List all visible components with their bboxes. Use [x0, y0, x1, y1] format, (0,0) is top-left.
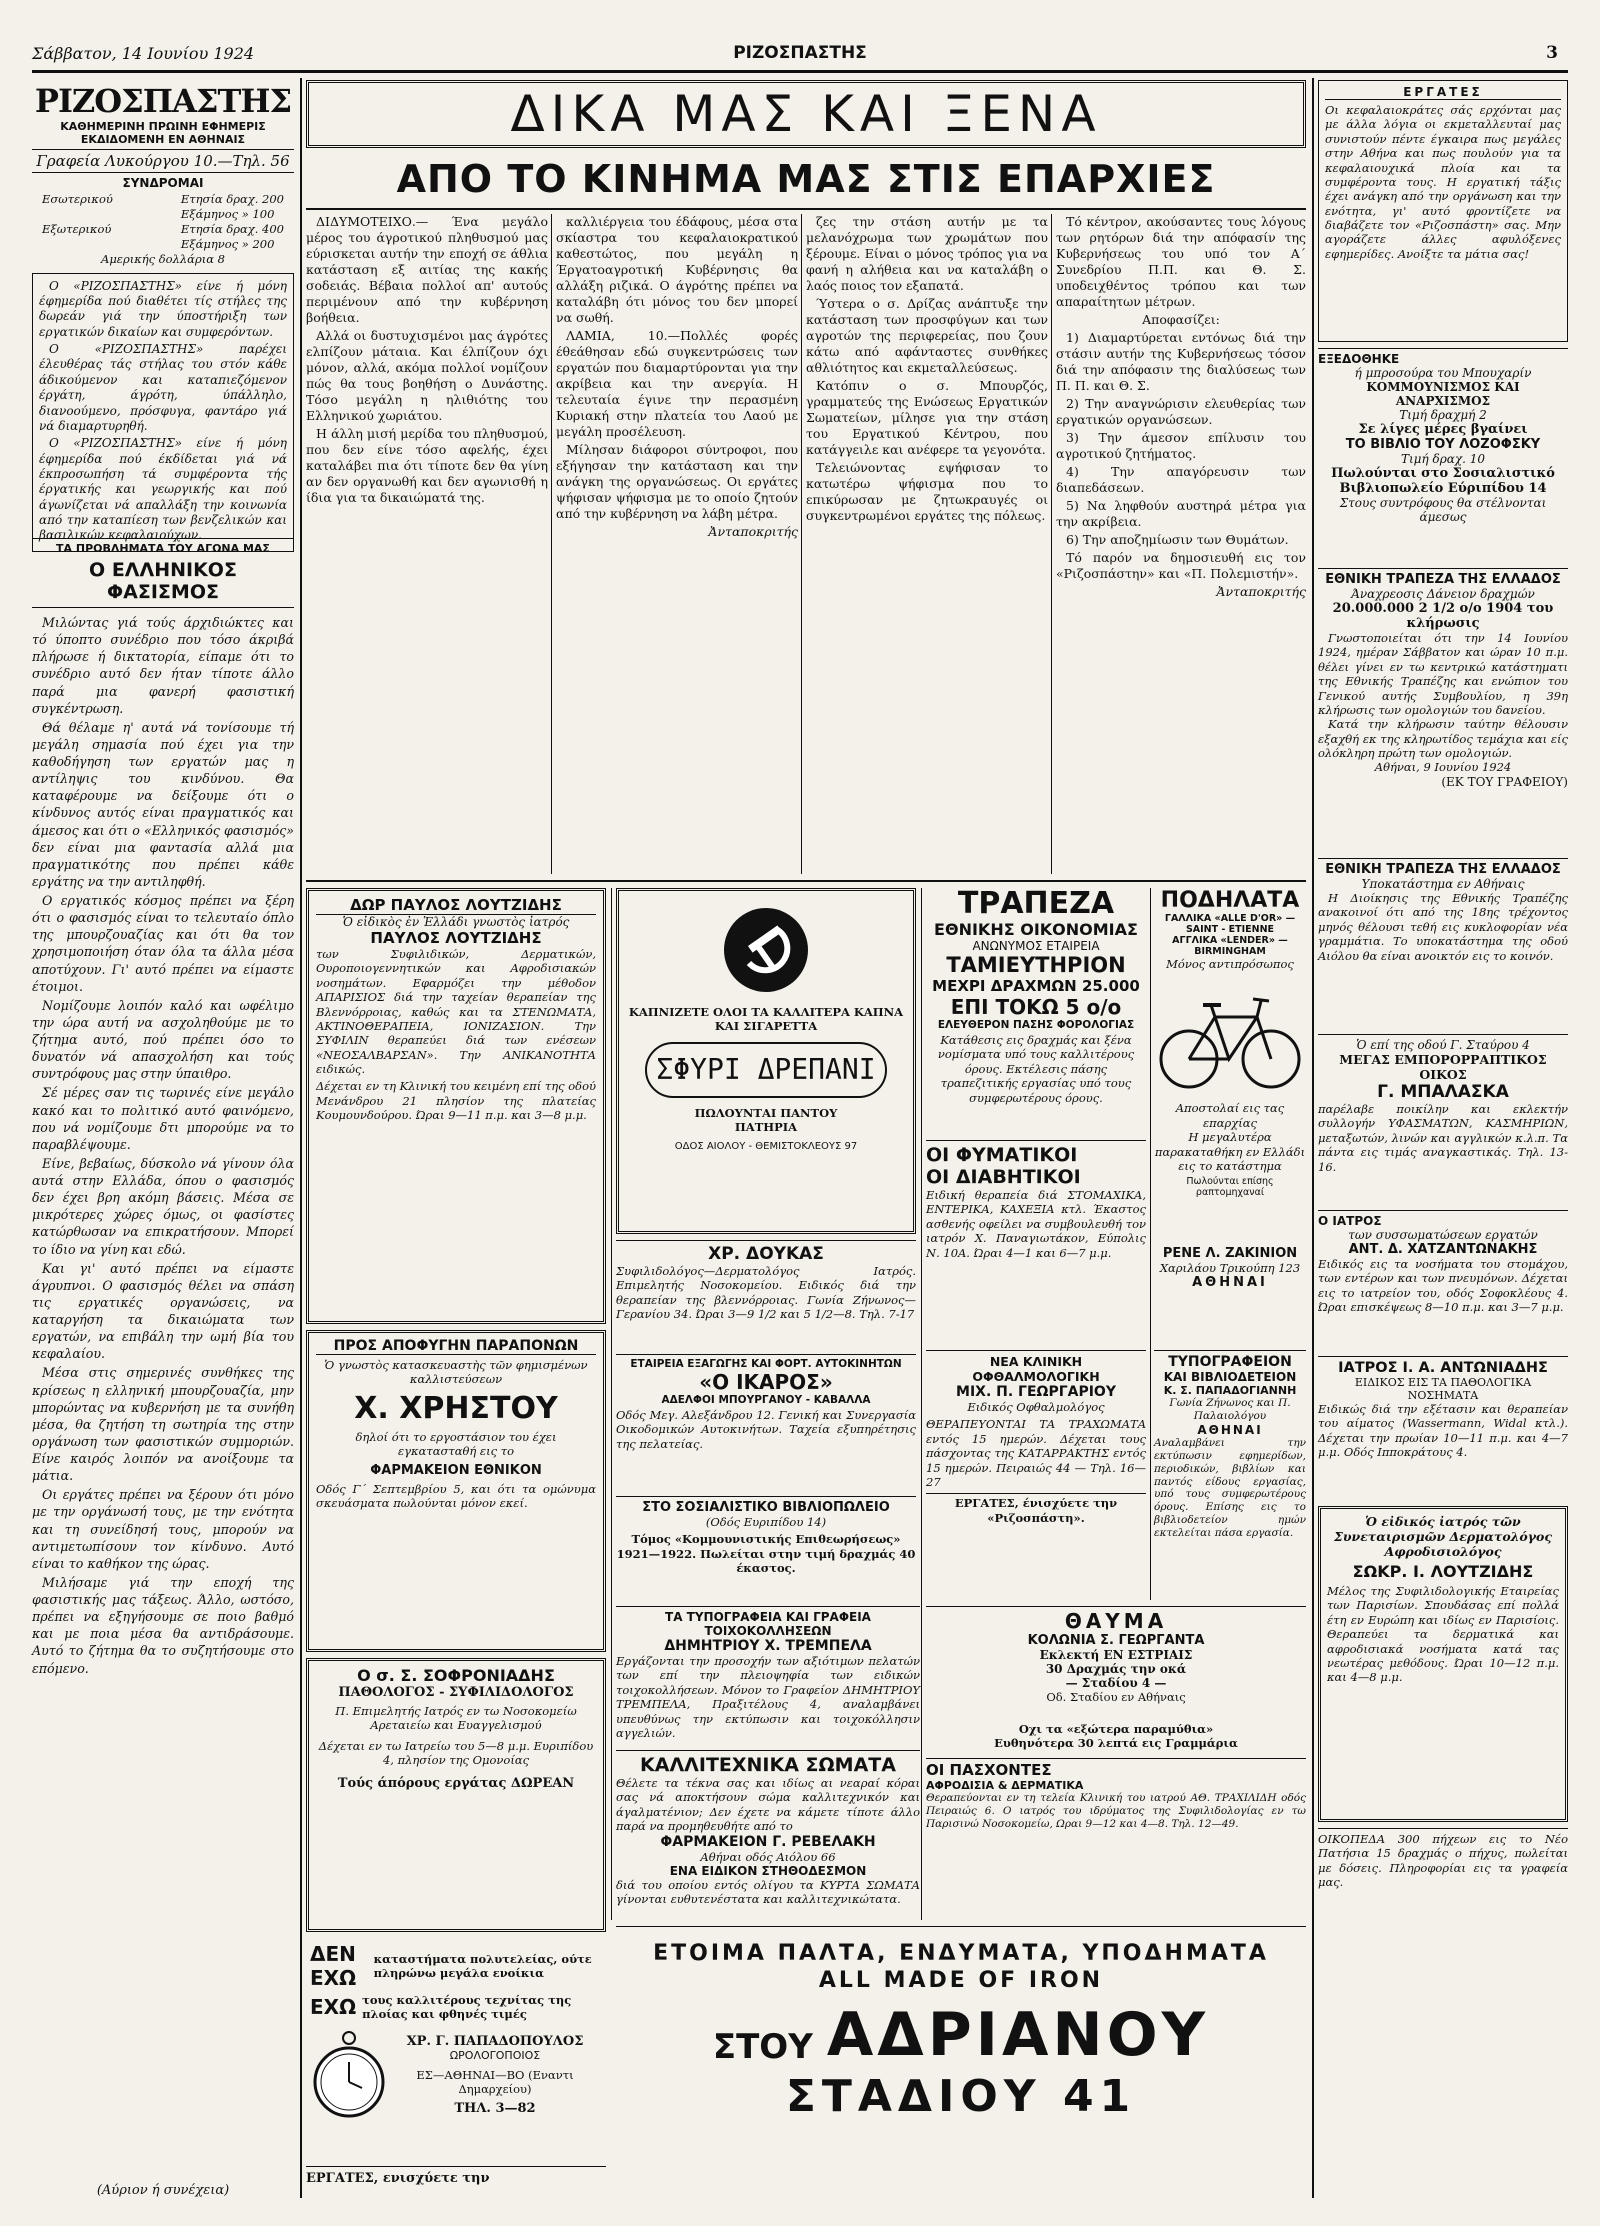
- papadopoulos-details: ΧΡ. Γ. ΠΑΠΑΔΟΠΟΥΛΟΣ ΩΡΟΛΟΓΟΠΟΙΟΣ ΕΣ—ΑΘΗΝΑΙ—ΒΟ (Εναντι Δημαρχείου) ΤΗΛ. 3—82: [388, 2028, 602, 2124]
- ad-christou: ΠΡΟΣ ΑΠΟΦΥΓΗΝ ΠΑΡΑΠΟΝΩΝ Ὁ γνωστὸς κατασκευαστὴς τῶν φημισμένων καλλιστεύσεων Χ. ΧΡΗΣΤΟΥ δηλοί ότι το εργοστάσιον του έχει εγκατασταθή εις το ΦΑΡΜΑΚΕΙΟΝ ΕΘΝΙΚΟΝ Οδός Γ΄ Σεπτεμβρίου 5, και ότι τα ομώνυμα σκευάσματα πωλούνται μόνον εκεί.: [306, 1330, 606, 1652]
- bicycle-dealer-name: ΡΕΝΕ Λ. ΖΑΚΙΝΙΟΝ: [1162, 1246, 1298, 1261]
- loutzidis-name: ΠΑΥΛΟΣ ΛΟΥΤΖΙΔΗΣ: [370, 929, 542, 947]
- masthead-title: ΡΙΖΟΣΠΑΣΤΗΣ: [34, 82, 292, 120]
- adrianou-name-row: ΣΤΟΥ ΑΔΡΙΑΝΟΥ: [712, 2000, 1210, 2070]
- bodies-right-cont: [926, 1850, 1306, 1920]
- headline-rule: [306, 208, 1306, 210]
- ballaskas-name: Γ. ΜΠΑΛΑΣΚΑ: [1377, 1082, 1509, 1102]
- sofroniadis-name: Ο σ. Σ. ΣΟΦΡΟΝΙΑΔΗΣ: [357, 1666, 555, 1685]
- book-kicker: ΕΞΕΔΟΘΗΚΕ: [1318, 352, 1400, 366]
- col-rule-1: [551, 214, 552, 874]
- ad-sofroniadis: Ο σ. Σ. ΣΟΦΡΟΝΙΑΔΗΣ ΠΑΘΟΛΟΓΟΣ - ΣΥΦΙΛΙΔΟΛΟΓΟΣ Π. Επιμελητής Ιατρός εν τω Νοσοκομείω Αρεταιείω και Ευαγγελισμού Δέχεται εν τω Ιατρείω του 5—8 μ.μ. Ευριπίδου 4, πλησίον της Ομονοίας Τούς άπόρους εργάτας ΔΩΡΕΑΝ: [306, 1658, 606, 1932]
- article-col-1: ΔΙΔΥΜΟΤΕΙΧΟ.— Ένα μεγάλο μέρος του άγροτικού πληθυσμού μας εύρισκεται αυτήν την εποχή σε άθλια κατάσταση εξ αιτίας της κακής σοδειάς. Βέβαια πολλοί απ' αυτούς περιμένουν από την κυβέρνηση βοήθεια. Αλλά οι δυστυχισμένοι μας άγρότες ελπίζουν μάταια. Και έλπίζουν όχι μόνον, αλλά, ακόμα πολλοί νομίζουν πώς θα τους βοηθήση ο Δυνάστης. Τόσο μεγάλη η ηλιθιότης του Ελληνικού χωριάτου. Η άλλη μισή μερίδα του πληθυσμού, που δεν είνε τόσο αφελής, έχει καταλάβει πια ότι τίποτε δεν θα γίνη αν δεν οργανωθή και δεν αγωνισθή η ίδια για τα δικαιώματά της.: [306, 214, 548, 505]
- ad-bank-savings: ΤΡΑΠΕΖΑ ΕΘΝΙΚΗΣ ΟΙΚΟΝΟΜΙΑΣ ΑΝΩΝΥΜΟΣ ΕΤΑΙΡΕΙΑ ΤΑΜΙΕΥΤΗΡΙΟΝ ΜΕΧΡΙ ΔΡΑΧΜΩΝ 25.000 ΕΠΙ ΤΟΚΩ 5 ο/ο ΕΛΕΥΘΕΡΟΝ ΠΑΣΗΣ ΦΟΡΟΛΟΓΙΑΣ Κατάθεσις εις δραχμάς και ξένα νομίσματα υπό τους καλλιτέρους όρους. Εκτέλεσις πάσης τραπεζιτικής εργασίας υπό τους συμφερωτέρους όρους.: [932, 886, 1140, 1105]
- doctor3-name: ΣΩΚΡ. Ι. ΛΟΥΤΖΙΔΗΣ: [1352, 1562, 1534, 1581]
- fascism-title: Ο ΕΛΛΗΝΙΚΟΣ ΦΑΣΙΣΜΟΣ: [32, 559, 294, 608]
- bicycle-icon: [1157, 977, 1303, 1097]
- fascism-kicker: ΤΑ ΠΡΟΒΛΗΜΑΤΑ ΤΟΥ ΑΓΩΝΑ ΜΑΣ: [32, 538, 294, 555]
- book-title-2: ΤΟ ΒΙΒΛΙΟ ΤΟΥ ΛΟΖΟΦΣΚΥ: [1345, 437, 1541, 452]
- fascism-body: Μιλώντας γιά τούς άρχιδιώκτες και τό ύποπτο συνέδριο που τόσο άκριβά πλήρωσε ή δικτατορία, είπαμε ότι το συνέδριο αυτό δεν ήταν τίποτε άλλο παρά μια φανερή φασιστική συγκέντρωση. Θά θέλαμε η' αυτά νά τονίσουμε τή μεγάλη σημασία πού έχει για την καθοδήγηση των εργατών μας η αντίληψις του κινδύνου. Θα καταφέρουμε να δείξουμε ότι ο κίνδυνος αυτός είναι πραγματικός και άμεσος και ότι ο «Ελληνικός φασισμός» δεν είναι μια φαντασία αλλά μια πραγματικότης που πρέπει κάθε εργάτης να την αντιληφθή. Ο εργατικός κόσμος πρέπει να ξέρη ότι ο φασισμός είναι το τελευταίο όπλο της μπουρζουαζίας και ότι θα τον χρησιμοποιήση όταν όλα τα άλλα μέσα αποτύχουν. Γι' αυτό πρέπει να είμαστε έτοιμοι. Νομίζουμε λοιπόν καλό και ωφέλιμο την ώρα αυτή να ασχοληθούμε με το ζήτημα αυτό, πού πρέπει όσο το δυνατόν νά απασχολήση και τούς συντρόφους μας στην ύπαιθρο. Σέ μέρες σαν τις τωρινές είνε μεγάλο κακό και το πολιτικό αυτό φαινόμενο, που νά νομίζουμε δτι μπορούμε να το παραβλέψουμε. Είνε, βεβαίως, δύσκολο νά γίνουν όλα αυτά στην Ελλάδα, όπου ο φασισμός δεν έχει βρη ακόμη βάσεις. Μέσα σε μικρότερες χώρες όμως, οι φασίστες κατώρθωσαν να επικρατήσουν. Μπορεί το ίδιο να γίνη και εδώ. Και γι' αυτό πρέπει να είμαστε άγρυπνοι. Ο φασισμός θέλει να σπάση τις εργατικές οργανώσεις, να καταργήση τα δικαιώματα των εργατών, να επιβάλη την ωμή βία του κεφαλαίου. Μέσα στις σημερινές συνθήκες της κρίσεως η ελληνική μπουρζουαζία, μην μπορώντας να κυβερνήση με τα συνήθη μέσα, θα ζητήση τη σωτηρία της στην οργάνωση των φασιστικών συμμοριών. Είνε καιρός λοιπόν να ανοίξουμε τα μάτια. Οι εργάτες πρέπει να ξέρουν ότι μόνο με την οργάνωσή τους, με την ενότητα και τη συνείδησή τους, μπορούν να αντιμετωπίσουν τον κίνδυνο. Αυτό είναι το καθήκον της ώρας. Μιλήσαμε γιά την εποχή της φασιστικής μας τάξεως. Άλλο, ωστόσο, πρέπει να εξηγήσουμε σε ποιο βαθμό και με ποια μέσα θα αντιδράσουμε. Αυτό το ζήτημα θα το συζητήσουμε στο επόμενο.: [32, 615, 294, 1676]
- plots-ad: ΟΙΚΟΠΕΔΑ 300 πήχεων εις το Νέο Πατήσια 15 δραχμάς ο πήχυς, πωλείται με δόσεις. Πληροφορίαι εις τα γραφεία μας.: [1318, 1828, 1568, 2198]
- ad-tuberculosis: ΟΙ ΦΥΜΑΤΙΚΟΙ ΟΙ ΔΙΑΒΗΤΙΚΟΙ Ειδική θεραπεία διά ΣΤΟΜΑΧΙΚΑ, ΕΝΤΕΡΙΚΑ, ΚΑΧΕΞΙΑ κτλ. Έκαστος ασθενής οφείλει να συμβουλευθή τον ιατρόν Χ. Παναγιωτάκον, Εύπολις Ν. 10Α. Ώραι 4—1 και 6—7 μ.μ.: [926, 1140, 1146, 1344]
- trempela-name: ΔΗΜΗΤΡΙΟΥ Χ. ΤΡΕΜΠΕΛΑ: [664, 1638, 872, 1654]
- ad-printing: ΤΥΠΟΓΡΑΦΕΙΟΝ ΚΑΙ ΒΙΒΛΙΟΔΕΤΕΙΟΝ Κ. Σ. ΠΑΠΑΔΟΓΙΑΝΝΗ Γωνία Ζήνωνος και Π. Παλαιολόγου ΑΘΗΝΑΙ Αναλαμβάνει την εκτύπωσιν εφημερίδων, περιοδικών, βιβλίων και παντός είδους εργασίας, υπό τους συμφερωτέρους όρους. Επίσης εις το βιβλιοδετείον ημών εκτελείται πάσα εργασία.: [1154, 1350, 1306, 1600]
- dont-have-row: ΔΕΝ ΕΧΩ καταστήματα πολυτελείας, ούτε πληρώνω μεγάλα ενοίκια: [310, 1942, 592, 1990]
- ad-cologne: ΘΑΥΜΑ ΚΟΛΩΝΙΑ Σ. ΓΕΩΡΓΑΝΤΑ Εκλεκτή ΕΝ ΕΣΤΡΙΑΙΣ 30 Δραχμάς την οκά — Σταδίου 4 — Οδ. Σταδίου εν Αθήναις: [926, 1606, 1306, 1722]
- bank-notice-1: ΕΘΝΙΚΗ ΤΡΑΠΕΖΑ ΤΗΣ ΕΛΛΑΔΟΣ Άναχρεοσις Δάνειον δραχμών 20.000.000 2 1/2 ο/ο 1904 του κλήρωσις Γνωστοποιείται ότι την 14 Ιουνίου 1924, ημέραν Σάββατον και ώραν 10 π.μ. θέλει γίνει εν τω κεντρικώ κατάστηματι της Εθνικής Τραπέζης και ενώπιον του Γενικού αυτής Συμβουλίου, η 39η κλήρωσις των ομολογιών του δανείου. Κατά την κλήρωσιν ταύτην θέλουσιν εξαχθή εκ της κληρωτίδος τεμάχια και είς ολόκληρη πρώτη των ομολογιών. Αθήναι, 9 Ιουνίου 1924 (ΕΚ ΤΟΥ ΓΡΑΦΕΙΟΥ): [1318, 568, 1568, 852]
- bank1-title: ΕΘΝΙΚΗ ΤΡΑΠΕΖΑ ΤΗΣ ΕΛΛΑΔΟΣ: [1325, 572, 1561, 587]
- bicycle-dealer: ΡΕΝΕ Λ. ΖΑΚΙΝΙΟΝ Χαριλάου Τρικούπη 123 ΑΘΗΝΑΙ: [1154, 1246, 1306, 1344]
- subscriptions: [32, 190, 294, 269]
- article-col-4: Τό κέντρον, ακούσαντες τους λόγους των ρητόρων διά την απόφασίν της Κυβερνήσεως του υπό τον Α΄ Συνεδρίου Π.Π. και Θ. Σ. υποδειχθέντος τρόπου και των απαραίτητων μέτρων. Αποφασίζει: 1) Διαμαρτύρεται εντόνως διά την στάσιν αυτήν της Κυβερνήσεως τόσον διά την απόφασιν της διαλύσεως των Π. Π. και Θ. Σ. 2) Την αναγνώρισιν ελευθερίας των εργατικών οργανώσεων. 3) Την άμεσον επίλυσιν του αγροτικού ζητήματος. 4) Την απαγόρευσιν των διαπεδάσεων. 5) Να ληφθούν αυστηρά μέτρα για την ακρίβεια. 6) Την αποζημίωσιν των Θυμάτων. Τό παρόν να δημοσιευθή εις τον «Ριζοσπάστην» και «Π. Πολεμιστήν». Ἀνταποκριτής: [1056, 214, 1306, 599]
- subs-foreign: Εξωτερικού Ετησία δραχ. 400 Εξάμηνος » 200: [42, 221, 284, 251]
- pocket-watch-icon: [310, 2028, 388, 2124]
- doctor-ad-1: Ο ΙΑΤΡΟΣ των συσσωματώσεων εργατών ΑΝΤ. Δ. ΧΑΤΖΑΝΤΩΝΑΚΗΣ Ειδικός εις τα νοσήματα του στομάχου, των εντέρων και των πνευμόνων. Δέχεται εις το ιατρείον του, οδός Σοφοκλέους 4. Ώραι επισκέψεως 8—10 π.μ. και 3—7 μ.μ.: [1318, 1210, 1568, 1350]
- doctor-ad-2: ΙΑΤΡΟΣ Ι. Α. ΑΝΤΩΝΙΑΔΗΣ ΕΙΔΙΚΟΣ ΕΙΣ ΤΑ ΠΑΘΟΛΟΓΙΚΑ ΝΟΣΗΜΑΤΑ Ειδικώς διά την εξέτασιν και θεραπείαν του αίματος (Wassermann, Widal κτλ.). Δέχεται την πρωίαν 10—11 π.μ. και 4—7 μ.μ. Οδός Ιπποκράτους 4.: [1318, 1356, 1568, 1500]
- mission-p1: Ο «ΡΙΖΟΣΠΑΣΤΗΣ» είνε ή μόνη έφημερίδα πού διαθέτει τίς στήλες της δωρεάν γιά την ύποστήριξη των εργατικών δικαίων και συμφερόντων.: [39, 278, 287, 339]
- ad-bicycles: ΠΟΔΗΛΑΤΑ ΓΑΛΛΙΚΑ «ALLE D'OR» — SAINT - ETIENNE ΑΓΓΛΙΚΑ «LENDER» — BIRMINGHAM Μόνος αντιπρόσωπος Αποστολαί εις τας επαρχίας Η μεγαλυτέρα παρακαταθήκη εν Ελλάδι εις το κατάστημα Πωλούνται επίσης ραπτομηχαναί: [1154, 888, 1306, 1199]
- ad-bookshop: ΣΤΟ ΣΟΣΙΑΛΙΣΤΙΚΟ ΒΙΒΛΙΟΠΩΛΕΙΟ (Οδός Ευριπίδου 14) Τόμος «Κομμουνιστικής Επιθεωρήσεως» 1921—1922. Πωλείται στην τιμή δραχμάς 40 έκαστος.: [616, 1496, 916, 1600]
- mid-rule-a: [611, 888, 612, 1920]
- page-number: 3: [1546, 43, 1558, 63]
- mission-p2: Ο «ΡΙΖΟΣΠΑΣΤΗΣ» παρέχει έλευθέρας τάς στήλας του στόν κάθε άδικούμενον και καταπιεζόμενον έργάτη, άγρότη, ύπάλληλο, διανοούμενο, πρόσφυγα, φαντάρο γιά νά διαμαρτυρηθή.: [39, 342, 287, 433]
- section-title: ΔΙΚΑ ΜΑΣ ΚΑΙ ΞΕΝΑ: [510, 85, 1102, 143]
- article-col-3: ζες την στάση αυτήν με τα μελανόχρωμα των χρωμάτων που ξέρουμε. Είναι ο μόνος τρόπος για να φανή η αλήθεια και να καταλάβη ο λαός ποιος τον εξαπατά. Ύστερα ο σ. Δρίζας ανάπτυξε την κατάσταση των προσφύγων και των αγροτών της περιφερείας, που ζουν κάτω από αφάνταστες συνθήκες αθλιότητος και εκμεταλλεύσεως. Κατόπιν ο σ. Μπουρζός, γραμματεύς της Ενώσεως Εργατικών Σωματείων, μίλησε για την στάση του Εργατικού Κέντρου, που κατάγγειλε και ανέφερε τα γεγονότα. Τελειώνοντας εψήφισαν το κατωτέρω ψήφισμα που το επικύρωσαν με ζητωκραυγές οι συγκεντρωμένοι εργάτες της πόλεως.: [806, 214, 1048, 523]
- ad-cigarettes: ΚΑΠΝΙΖΕΤΕ ΟΛΟΙ ΤΑ ΚΑΛΛΙΤΕΡΑ ΚΑΠΝΑ ΚΑΙ ΣΙΓΑΡΕΤΤΑ ΣΦΥΡΙ ΔΡΕΠΑΝΙ ΠΩΛΟΥΝΤΑΙ ΠΑΝΤΟΥ ΠΑΤΗΡΙΑ ΟΔΟΣ ΑΙΟΛΟΥ - ΘΕΜΙΣΤΟΚΛΕΟΥΣ 97: [616, 888, 916, 1234]
- col-rule-3: [1051, 214, 1052, 874]
- col-divider-left: [300, 78, 302, 2198]
- ad-bodies: ΚΑΛΛΙΤΕΧΝΙΚΑ ΣΩΜΑΤΑ Θέλετε τα τέκνα σας και ιδίως αι νεαραί κόραι σας νά αποκτήσουν σώμα καλλιτεχνικόν και άγαλματένιον; Δεν έχετε να κάμετε τίποτε άλλο παρά να προμηθευθήτε από το ΦΑΡΜΑΚΕΙΟΝ Γ. ΡΕΒΕΛΑΚΗ Αθήναι οδός Αιόλου 66 ΕΝΑ ΕΙΔΙΚΟΝ ΣΤΗΘΟΔΕΣΜΟΝ διά του οποίου εντός ολίγου τα ΚΥΡΤΑ ΣΩΜΑΤΑ γίνονται ευθυτενέστατα και καλλιτεχνικώτατα.: [616, 1750, 920, 1920]
- ballaskas-ad: Ὁ επί της οδού Γ. Σταύρου 4 ΜΕΓΑΣ ΕΜΠΟΡΟΡΡΑΠΤΙΚΟΣ ΟΙΚΟΣ Γ. ΜΠΑΛΑΣΚΑ παρέλαβε ποικίλην και εκλεκτήν συλλογήν ΥΦΑΣΜΑΤΩΝ, ΚΑΣΜΗΡΙΩΝ, μεταξωτών, λινών και αγγλικών κ.λ.π. Τα πάντα εις τιμάς αναγκαστικάς. Τηλ. 13-16.: [1318, 1034, 1568, 1204]
- section-banner: [306, 80, 1306, 148]
- bank-notice-2: ΕΘΝΙΚΗ ΤΡΑΠΕΖΑ ΤΗΣ ΕΛΛΑΔΟΣ Υποκατάστημα εν Αθήναις Η Διοίκησις της Εθνικής Τραπέζης ανακοινοί ότι από της 18ης τρέχοντος μηνός θέλουσι τεθή εις κυκλοφορίαν νέα γραμμάτια. Το υποκατάστημα της οδού Αιόλου θα είναι ανοικτόν εις το κοινόν.: [1318, 858, 1568, 1028]
- headline: ΑΠΟ ΤΟ ΚΙΝΗΜΑ ΜΑΣ ΣΤΙΣ ΕΠΑΡΧΙΕΣ: [396, 157, 1216, 201]
- cig-brand: ΣΦΥΡΙ ΔΡΕΠΑΝΙ: [645, 1042, 887, 1098]
- fascism-continued: (Αύριον ή συνέχεια): [96, 2183, 230, 2198]
- masthead-sub2: ΕΚΔΙΔΟΜΕΝΗ ΕΝ ΑΘΗΝΑΙΣ: [80, 133, 246, 146]
- doukas-name: ΧΡ. ΔΟΥΚΑΣ: [708, 1244, 824, 1264]
- mid-rule-c: [1150, 888, 1151, 1600]
- have-row: ΕΧΩ τους καλλιτέρους τεχνίτας της πλοίας και φθηνές τιμές: [310, 1993, 572, 2022]
- watch-row: [310, 2028, 602, 2124]
- mission-box: [32, 273, 294, 552]
- papadopoulos-name: ΧΡ. Γ. ΠΑΠΑΔΟΠΟΥΛΟΣ: [406, 2033, 584, 2049]
- workers-title: ΕΡΓΑΤΕΣ: [1325, 85, 1561, 100]
- mid-rule-b: [921, 888, 922, 1920]
- workers-box: [1318, 80, 1568, 342]
- ad-dermatology: ΟΙ ΠΑΣΧΟΝΤΕΣ ΑΦΡΟΔΙΣΙΑ & ΔΕΡΜΑΤΙΚΑ Θεραπεύονται εν τη τελεία Κλινική του ιατρού ΑΘ. ΤΡΑΧΙΛΙΔΗ οδός Πειραιώς 6. Ο ιατρός του ιδρύματος της Συφιλιδολογίας εν τω Παρισινώ Νοσοκομείω, Ωραι 9—12 και 4—8. Τηλ. 12—49.: [926, 1758, 1306, 1844]
- bank2-title: ΕΘΝΙΚΗ ΤΡΑΠΕΖΑ ΤΗΣ ΕΛΛΑΔΟΣ: [1325, 862, 1561, 877]
- ad-adrianou: ΕΤΟΙΜΑ ΠΑΛΤΑ, ΕΝΔΥΜΑΤΑ, ΥΠΟΔΗΜΑΤΑ ALL MADE OF IRON ΣΤΟΥ ΑΔΡΙΑΝΟΥ ΣΤΑΔΙΟΥ 41: [616, 1926, 1306, 2198]
- running-title: ΡΙΖΟΣΠΑΣΤΗΣ: [733, 43, 867, 63]
- subscriptions-title: ΣΥΝΔΡΟΜΑΙ: [122, 176, 204, 190]
- book-ad: ΕΞΕΔΟΘΗΚΕ ή μπροσούρα του Μπουχαρίν ΚΟΜΜΟΥΝΙΣΜΟΣ ΚΑΙ ΑΝΑΡΧΙΣΜΟΣ Τιμή δραχμή 2 Σε λίγες μέρες βγαίνει ΤΟ ΒΙΒΛΙΟ ΤΟΥ ΛΟΖΟΦΣΚΥ Τιμή δραχ. 10 Πωλούνται στο Σοσιαλιστικό Βιβλιοπωλείο Εύριπίδου 14 Στους συντρόφους θα στέλνονται άμεσως: [1318, 348, 1568, 562]
- ad-papadopoulos: [306, 1938, 606, 2160]
- ad-workers-2: ΕΡΓΑΤΕΣ, ενισχύετε την: [306, 2166, 606, 2196]
- issue-date: Σάββατον, 14 Ιουνίου 1924: [32, 44, 255, 63]
- article-col-2: καλλιέργεια του έδάφους, μέσα στα σκίαστρα του κεφαλαιοκρατικού καθεστώτος, που μεγάλη η Έργατοαγροτική Κυβέρνησις θα αλλάξη ριζικά. Ο άγρότης πρέπει να καταλάβη ότι μόνος του δεν μπορεί να σωθή. ΛΑΜΙΑ, 10.—Πολλές φορές έθεάθησαν εδώ συγκεντρώσεις των εργατών που διαμαρτύρονται για την ακρίβεια και την ανεργία. Η τελευταία έγινε την περασμένη Κυριακή στην πλατεία του Λαού με μεγάλη προσέλευση. Μίλησαν διάφοροι σύντροφοι, που εξήγησαν την κατάσταση και την ανάγκη της οργανώσεως. Οι εργάτες ψήφισαν ψήφισμα με το οποίο ζητούν από την κυβέρνηση να λάβη μέτρα. Ἀνταποκριτής: [556, 214, 798, 539]
- hammer-sickle-icon: [721, 905, 811, 995]
- doctor1-name: ΑΝΤ. Δ. ΧΑΤΖΑΝΤΩΝΑΚΗΣ: [1348, 1242, 1538, 1257]
- printer-name: Κ. Σ. ΠΑΠΑΔΟΓΙΑΝΝΗ: [1163, 1384, 1297, 1397]
- doctor-ad-3: Ὁ εἰδικός ἰατρός τῶν Συνεταιρισμῶν Δερματολόγος Αφροδισιολόγος ΣΩΚΡ. Ι. ΛΟΥΤΖΙΔΗΣ Μέλος της Συφιλιδολογικής Εταιρείας των Παρισίων. Σπουδάσας επί πολλά έτη εν Ευρώπη και ιδίως εν Παρισίοις. Θεραπεύει τα δερματικά και αφροδισιακά νοσήματα κατά τας νεωτέρας μεθόδους. Ώραι 10—12 π.μ. και 4—8 μ.μ.: [1318, 1506, 1568, 1822]
- masthead: [32, 82, 294, 543]
- ad-trempela: ΤΑ ΤΥΠΟΓΡΑΦΕΙΑ ΚΑΙ ΓΡΑΦΕΙΑ ΤΟΙΧΟΚΟΛΛΗΣΕΩΝ ΔΗΜΗΤΡΙΟΥ Χ. ΤΡΕΜΠΕΛΑ Εργάζονται την προσοχήν των αξιότιμων πελατών των επί την πλειοψηφία των ειδικών τοιχοκολλήσεων. Μόνον το Γραφείον ΔΗΜΗΤΡΙΟΥ ΤΡΕΜΠΕΛΑ, Πραξιτέλους 4, αναλαμβάνει υπευθύνως την εκτύπωσιν και τοιχοκόλλησιν αγγελιών.: [616, 1606, 920, 1744]
- col-rule-2: [801, 214, 802, 874]
- masthead-address: Γραφεία Λυκούργου 10.—Τηλ. 56: [32, 149, 294, 173]
- ad-doukas: ΧΡ. ΔΟΥΚΑΣ Συφιλιδολόγος—Δερματολόγος Ιατρός. Επιμελητής Νοσοκομείου. Ειδικός διά την θεραπείαν της βλεννόρροιας. Γωνία Ζήνωνος—Γερανίου 34. Ώραι 3—9 1/2 και 5 1/2—8. Τηλ. 7-17: [616, 1240, 916, 1348]
- masthead-sub1: ΚΑΘΗΜΕΡΙΝΗ ΠΡΩΙΝΗ ΕΦΗΜΕΡΙΣ: [60, 120, 266, 133]
- fascism-article: [32, 538, 294, 2198]
- subs-america: Αμερικής δολλάρια 8: [101, 251, 225, 266]
- eye-doctor-name: ΜΙΧ. Π. ΓΕΩΡΓΑΡΙΟΥ: [956, 1384, 1116, 1400]
- doctor2-name: ΙΑΤΡΟΣ Ι. Α. ΑΝΤΩΝΙΑΔΗΣ: [1338, 1360, 1548, 1376]
- ikaros-name: «Ο ΙΚΑΡΟΣ»: [699, 1370, 833, 1394]
- ad-eye-clinic: ΝΕΑ ΚΛΙΝΙΚΗ ΟΦΘΑΛΜΟΛΟΓΙΚΗ ΜΙΧ. Π. ΓΕΩΡΓΑΡΙΟΥ Ειδικός Οφθαλμολόγος ΘΕΡΑΠΕΥΟΝΤΑΙ ΤΑ ΤΡΑΧΩΜΑΤΑ εντός 15 ημερών. Δέχεται τους πάσχοντας της ΚΑΤΑΡΡΑΚΤΗΣ εντός 15 ημερών. Πειραιώς 44 — Τηλ. 16—27 ΕΡΓΑΤΕΣ, ένισχύετε την «Ριζοσπάστη».: [926, 1350, 1146, 1600]
- top-header: [32, 40, 1568, 68]
- col-divider-right: [1312, 78, 1314, 2198]
- christou-name: Χ. ΧΡΗΣΤΟΥ: [354, 1390, 558, 1426]
- subs-domestic: Εσωτερικού Ετησία δραχ. 200 Εξάμηνος » 100: [42, 192, 284, 221]
- workers-text: Οι κεφαλαιοκράτες σάς ερχόνται μας με άλλα λόγια οι εκμεταλλευταί μας συνιστούν πέντε έγκαιρα πως μεγάλες στην Αθήνα και πως πουλούν για τα κεφαλαιουχικά πλοία και τα συμφέροντα τους. Η εργατική τάξις έχει ανάγκη από την οργάνωση και την ενότητα, γι' αυτό φροντίζετε να διαβάζετε τον «Ριζοσπάστη» σας. Μην αγοράζετε άλλες αφυλόξενες εφημερίδες. Ανοίξτε τα μάτια σας!: [1325, 103, 1561, 261]
- ad-loutzidis: ΔΩΡ ΠΑΥΛΟΣ ΛΟΥΤΖΙΔΗΣ Ὁ εἰδικὸς ἐν Ἑλλάδι γνωστὸς ἰατρός ΠΑΥΛΟΣ ΛΟΥΤΖΙΔΗΣ των Συφιλιδικών, Δερματικών, Ουροποιογεννητικών και Αφροδισιακών νοσημάτων. Εφαρμόζει την μέθοδον ΑΠΑΡΙΣΙΟΣ διά την ταχείαν θεραπείαν της Βλεννόρροιας, καθώς και τα ΣΤΕΝΩΜΑΤΑ, ΑΚΤΙΝΟΘΕΡΑΠΕΙΑ, ΙΟΝΙΖΑΣΙΟΝ. Την ΣΥΦΙΛΙΝ θεραπεύει διά των ενέσεων «ΝΕΟΣΑΛΒΑΡΣΑΝ». Την ΑΝΙΚΑΝΟΤΗΤΑ ειδικώς. Δέχεται εν τη Κλινική του κειμένη επί της οδού Μενάνδρου 21 πλησίον της πλατείας Κουμουνδούρου. Ώραι 9—11 π.μ. και 3—8 μ.μ.: [306, 888, 606, 1324]
- mission-p3: Ο «ΡΙΖΟΣΠΑΣΤΗΣ» είνε ή μόνη έφημερίδα πού έκδίδεται γιά νά έκπροσωπήση τά συμφέροντα τής έργατικής και γεωργικής και πού άγωνίζεται νά απαλλάξη την κοινωνία από την καταπίεση των βενζελικών και βασιλικών κεφαλαιούχων.: [39, 436, 287, 543]
- adrianou-name: ΑΔΡΙΑΝΟΥ: [826, 2000, 1210, 2070]
- ad-ikaros: ΕΤΑΙΡΕΙΑ ΕΞΑΓΩΓΗΣ ΚΑΙ ΦΟΡΤ. ΑΥΤΟΚΙΝΗΤΩΝ «Ο ΙΚΑΡΟΣ» ΑΔΕΛΦΟΙ ΜΠΟΥΡΓΑΝΟΥ - ΚΑΒΑΛΛΑ Οδός Μεγ. Αλεξάνδρου 12. Γενική και Συνεργασία Οικοδομικών Αυτοκινήτων. Ταχεία εξυπηρέτησις της πελατείας.: [616, 1354, 916, 1490]
- book-title-1: ΚΟΜΜΟΥΝΙΣΜΟΣ ΚΑΙ ΑΝΑΡΧΙΣΜΟΣ: [1366, 380, 1520, 408]
- ad-cologne-extra: Οχι τα «εξώτερα παραμύθια» Ευθηνότερα 30 λεπτά εις Γραμμάρια: [994, 1722, 1238, 1751]
- articles-bottom-rule: [306, 880, 1306, 882]
- bank1-amount: 20.000.000 2 1/2 ο/ο 1904 του κλήρωσις: [1332, 601, 1554, 631]
- header-rule: [32, 70, 1568, 73]
